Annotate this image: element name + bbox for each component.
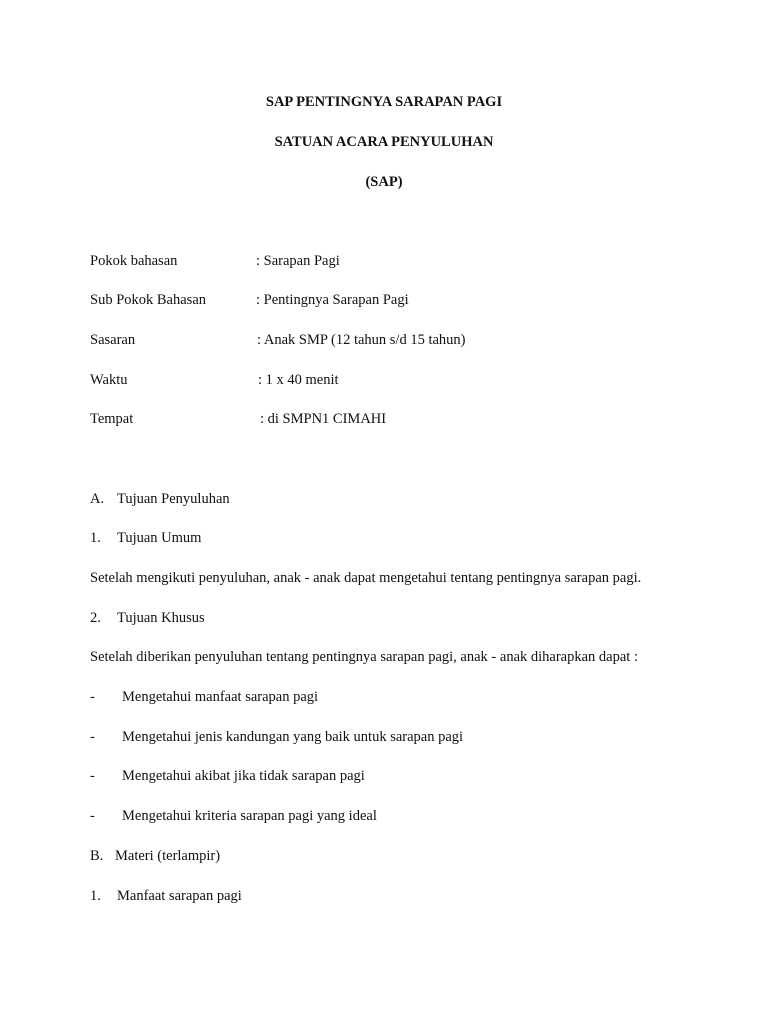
materi-1-heading: Manfaat sarapan pagi (117, 888, 242, 904)
bullet-marker: - (90, 768, 95, 784)
tujuan-umum-paragraph: Setelah mengikuti penyuluhan, anak - anak dapat mengetahui tentang pentingnya sarapan pagi. (90, 570, 642, 586)
info-value-tempat: : di SMPN1 CIMAHI (260, 411, 387, 427)
tujuan-khusus-paragraph: Setelah diberikan penyuluhan tentang pentingnya sarapan pagi, anak - anak diharapkan dapat : (90, 649, 638, 665)
info-label-tempat: Tempat (90, 411, 134, 427)
section-b-heading: Materi (terlampir) (115, 848, 221, 864)
section-a-heading: Tujuan Penyuluhan (117, 491, 230, 507)
bullet-marker: - (90, 729, 95, 745)
list-item: Mengetahui jenis kandungan yang baik untuk sarapan pagi (122, 729, 464, 745)
document-abbreviation: (SAP) (365, 174, 403, 190)
info-value-waktu: : 1 x 40 menit (258, 372, 339, 388)
info-label-sub-pokok-bahasan: Sub Pokok Bahasan (90, 292, 206, 308)
list-item: Mengetahui kriteria sarapan pagi yang ideal (122, 808, 377, 824)
materi-1-marker: 1. (90, 888, 101, 904)
item-1-marker: 1. (90, 530, 101, 546)
item-2-marker: 2. (90, 610, 101, 626)
info-label-sasaran: Sasaran (90, 332, 136, 348)
info-value-pokok-bahasan: : Sarapan Pagi (256, 253, 340, 269)
document-title: SAP PENTINGNYA SARAPAN PAGI (265, 94, 503, 110)
bullet-marker: - (90, 689, 95, 705)
info-value-sasaran: : Anak SMP (12 tahun s/d 15 tahun) (257, 332, 466, 348)
item-1-heading: Tujuan Umum (117, 530, 202, 546)
item-2-heading: Tujuan Khusus (117, 610, 205, 626)
bullet-marker: - (90, 808, 95, 824)
document-subtitle: SATUAN ACARA PENYULUHAN (274, 134, 494, 150)
info-value-sub-pokok-bahasan: : Pentingnya Sarapan Pagi (256, 292, 409, 308)
info-label-pokok-bahasan: Pokok bahasan (90, 253, 178, 269)
list-item: Mengetahui manfaat sarapan pagi (122, 689, 319, 705)
section-b-marker: B. (90, 848, 104, 864)
list-item: Mengetahui akibat jika tidak sarapan pagi (122, 768, 365, 784)
info-label-waktu: Waktu (90, 372, 128, 388)
section-a-marker: A. (90, 491, 105, 507)
